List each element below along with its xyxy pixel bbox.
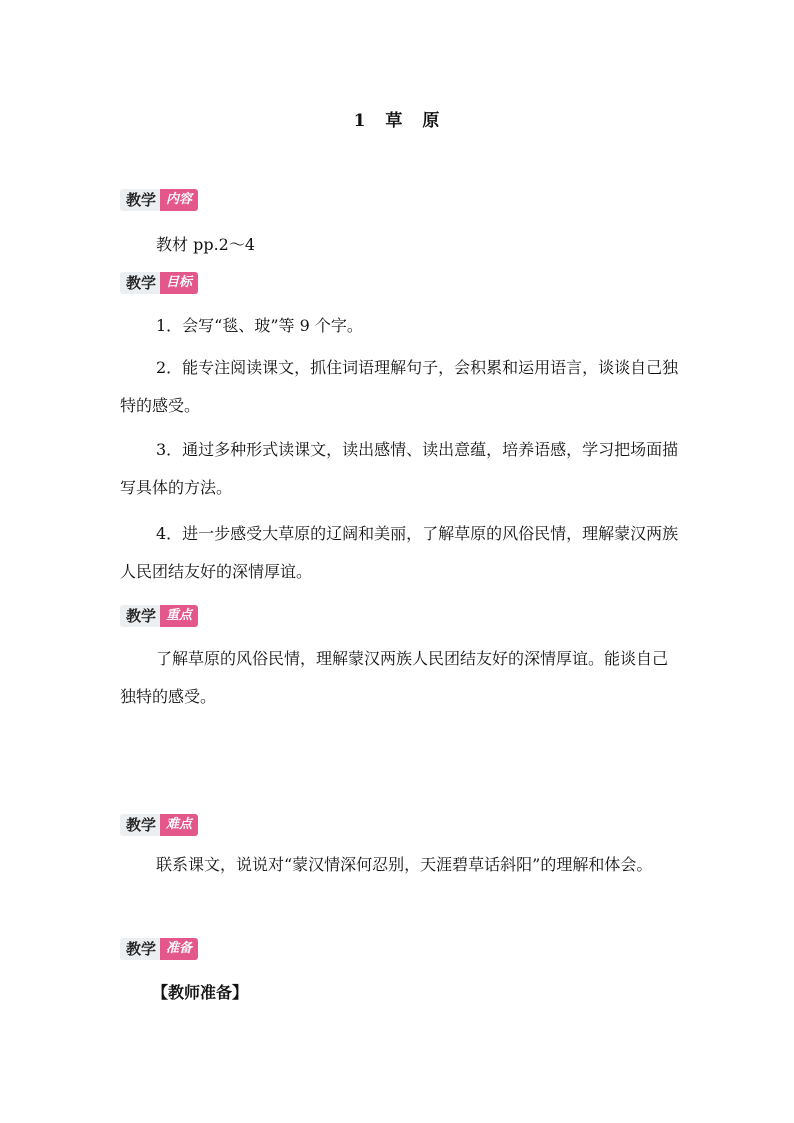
goal-item-4: 4．进一步感受大草原的辽阔和美丽，了解草原的风俗民情，理解蒙汉两族人民团结友好的深情厚谊。 bbox=[120, 524, 679, 581]
hard-text: 联系课文，说说对“蒙汉情深何忍别，天涯碧草话斜阳”的理解和体会。 bbox=[156, 855, 653, 874]
section-label-prefix: 教学 bbox=[120, 605, 160, 627]
section-label-prefix: 教学 bbox=[120, 272, 160, 294]
page-title bbox=[0, 106, 794, 131]
goal-item-3: 3．通过多种形式读课文，读出感情、读出意蕴，培养语感，学习把场面描写具体的方法。 bbox=[120, 440, 679, 497]
section-label-prefix: 教学 bbox=[120, 814, 160, 836]
section-label-tag: 准备 bbox=[160, 938, 198, 960]
key-text: 了解草原的风俗民情，理解蒙汉两族人民团结友好的深情厚谊。能谈自己独特的感受。 bbox=[120, 649, 669, 706]
title-word-2: 原 bbox=[422, 111, 441, 131]
goal-item-2: 2．能专注阅读课文，抓住词语理解句子，会积累和运用语言，谈谈自己独特的感受。 bbox=[120, 358, 679, 415]
content-text: 教材 pp.2～4 bbox=[156, 235, 256, 254]
title-number: 1 bbox=[353, 111, 367, 131]
section-header-hard bbox=[120, 814, 198, 836]
prep-teacher-heading: 【教师准备】 bbox=[152, 983, 249, 1002]
section-header-prep bbox=[120, 938, 198, 960]
section-label-tag: 难点 bbox=[160, 814, 198, 836]
section-label-prefix: 教学 bbox=[120, 189, 160, 211]
section-label-tag: 内容 bbox=[160, 189, 198, 211]
goal-item-1: 1．会写“毯、玻”等 9 个字。 bbox=[156, 316, 363, 335]
section-header-goal bbox=[120, 272, 198, 294]
section-label-tag: 重点 bbox=[160, 605, 198, 627]
section-label-tag: 目标 bbox=[160, 272, 198, 294]
section-header-key bbox=[120, 605, 198, 627]
title-word-1: 草 bbox=[385, 111, 404, 131]
section-label-prefix: 教学 bbox=[120, 938, 160, 960]
section-header-content bbox=[120, 189, 198, 211]
